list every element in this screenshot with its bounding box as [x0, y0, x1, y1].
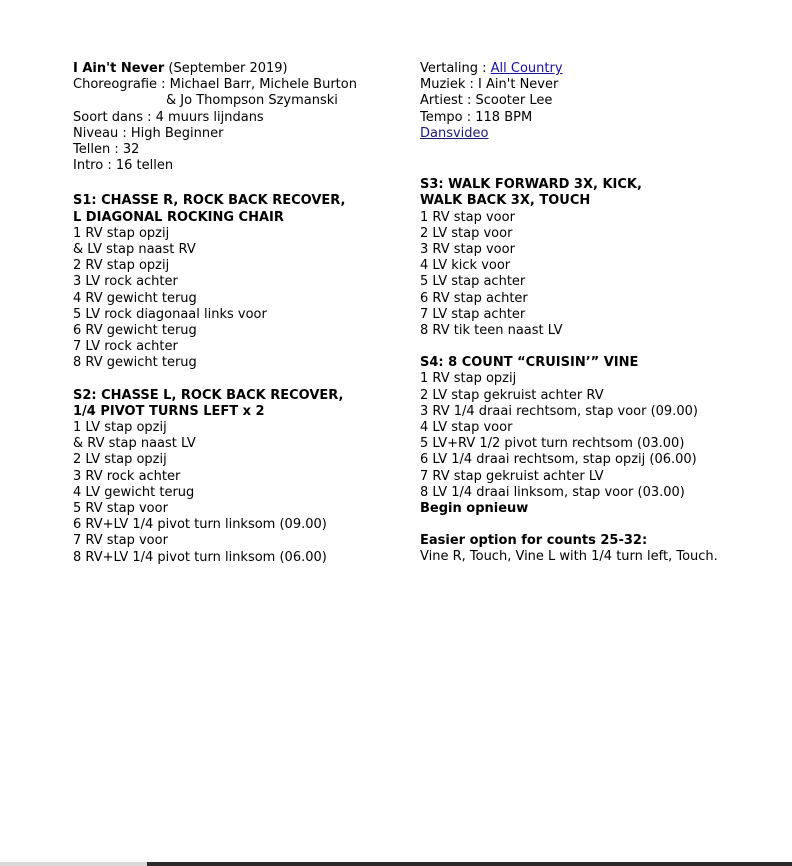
tempo: Tempo : 118 BPM — [420, 109, 533, 125]
dance-video-link[interactable]: Dansvideo — [420, 125, 489, 141]
begin-again: Begin opnieuw — [420, 501, 529, 517]
step: 8 RV gewicht terug — [73, 355, 197, 371]
step: 5 LV stap achter — [420, 274, 526, 290]
dance-date: (September 2019) — [164, 61, 288, 76]
section-1-heading-2: L DIAGONAL ROCKING CHAIR — [73, 209, 284, 225]
all-country-link[interactable]: All Country — [490, 61, 563, 76]
step: 6 RV stap achter — [420, 290, 528, 306]
dance-counts: Tellen : 32 — [73, 142, 140, 158]
translation-label: Vertaling : — [420, 61, 491, 76]
easier-option-text: Vine R, Touch, Vine L with 1/4 turn left, Touch. — [420, 549, 718, 565]
step: 3 LV rock achter — [73, 274, 178, 290]
choreography-line-2: & Jo Thompson Szymanski — [166, 93, 338, 109]
step: 3 RV 1/4 draai rechtsom, stap voor (09.00) — [420, 403, 698, 419]
artist: Artiest : Scooter Lee — [420, 93, 553, 109]
section-1-steps — [73, 226, 403, 372]
right-column — [420, 61, 780, 566]
step: 8 RV tik teen naast LV — [420, 323, 563, 339]
step: 5 LV rock diagonaal links voor — [73, 306, 267, 322]
bottom-edge-bar — [147, 862, 792, 866]
music: Muziek : I Ain't Never — [420, 77, 559, 93]
section-2-steps — [73, 420, 403, 566]
step: 7 RV stap voor — [73, 533, 168, 549]
left-column — [73, 61, 403, 566]
step: 5 RV stap voor — [73, 501, 168, 517]
translation-line — [420, 61, 780, 77]
section-4-heading: S4: 8 COUNT “CRUISIN’” VINE — [420, 355, 639, 371]
step: 3 RV stap voor — [420, 242, 515, 258]
step: 7 RV stap gekruist achter LV — [420, 468, 604, 484]
step: 1 LV stap opzij — [73, 420, 167, 436]
step: 1 RV stap opzij — [420, 371, 517, 387]
step: 2 LV stap voor — [420, 225, 513, 241]
bottom-edge-left — [0, 862, 147, 866]
step: 4 LV stap voor — [420, 420, 513, 436]
step: 7 LV stap achter — [420, 306, 526, 322]
step: & RV stap naast LV — [73, 436, 196, 452]
step: 5 LV+RV 1/2 pivot turn rechtsom (03.00) — [420, 436, 685, 452]
step: 6 LV 1/4 draai rechtsom, stap opzij (06.00) — [420, 452, 697, 468]
dance-title-line — [73, 61, 403, 77]
section-2-heading: S2: CHASSE L, ROCK BACK RECOVER, — [73, 387, 344, 403]
step: 2 LV stap opzij — [73, 452, 167, 468]
section-3-heading-2: WALK BACK 3X, TOUCH — [420, 193, 591, 209]
step: 7 LV rock achter — [73, 339, 178, 355]
easier-option-heading: Easier option for counts 25-32: — [420, 533, 648, 549]
choreography-line: Choreografie : Michael Barr, Michele Burton — [73, 77, 357, 93]
step: 3 RV rock achter — [73, 468, 181, 484]
section-3-heading: S3: WALK FORWARD 3X, KICK, — [420, 177, 642, 193]
dance-intro: Intro : 16 tellen — [73, 158, 174, 174]
dance-level: Niveau : High Beginner — [73, 125, 224, 141]
step: 8 RV+LV 1/4 pivot turn linksom (06.00) — [73, 549, 327, 565]
section-4-steps — [420, 371, 780, 501]
step: 2 RV stap opzij — [73, 258, 170, 274]
dance-video-line — [420, 126, 780, 142]
section-3-steps — [420, 210, 780, 340]
step: 1 RV stap voor — [420, 209, 515, 225]
step: 2 LV stap gekruist achter RV — [420, 387, 604, 403]
section-1-heading: S1: CHASSE R, ROCK BACK RECOVER, — [73, 193, 346, 209]
dance-title: I Ain't Never — [73, 61, 165, 76]
step: 6 RV gewicht terug — [73, 323, 197, 339]
step: & LV stap naast RV — [73, 242, 196, 258]
step: 1 RV stap opzij — [73, 225, 170, 241]
dance-type: Soort dans : 4 muurs lijndans — [73, 109, 264, 125]
section-2-heading-2: 1/4 PIVOT TURNS LEFT x 2 — [73, 403, 265, 419]
step: 6 RV+LV 1/4 pivot turn linksom (09.00) — [73, 517, 327, 533]
step: 4 LV kick voor — [420, 258, 511, 274]
step: 4 LV gewicht terug — [73, 484, 195, 500]
step: 8 LV 1/4 draai linksom, stap voor (03.00) — [420, 484, 685, 500]
step: 4 RV gewicht terug — [73, 290, 197, 306]
